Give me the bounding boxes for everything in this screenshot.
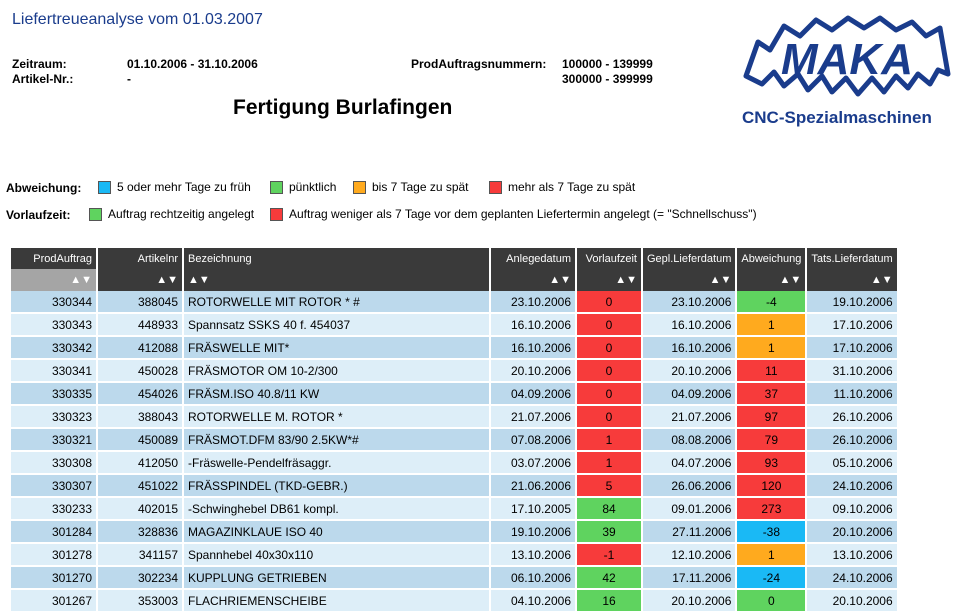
cell-abweichung: -4 — [737, 291, 805, 314]
cell-tats-lieferdatum: 24.10.2006 — [807, 567, 896, 590]
sort-arrows-icon[interactable]: ▲▼ — [184, 269, 489, 291]
legend-text: Auftrag weniger als 7 Tage vor dem geplanten Liefertermin angelegt (= "Schnellschuss") — [289, 207, 757, 221]
cell-bezeichnung: -Schwinghebel DB61 kompl. — [184, 498, 489, 521]
cell-vorlaufzeit: 5 — [577, 475, 641, 498]
cell-abweichung: 37 — [737, 383, 805, 406]
cell-artikelnr: 450028 — [98, 360, 182, 383]
cell-vorlaufzeit: 0 — [577, 360, 641, 383]
cell-tats-lieferdatum: 11.10.2006 — [807, 383, 896, 406]
prodauftrag-range-1: 100000 - 139999 — [562, 57, 653, 71]
table-row[interactable] — [11, 314, 897, 337]
legend-swatch-blue — [98, 181, 111, 194]
cell-artikelnr: 388043 — [98, 406, 182, 429]
cell-abweichung: 93 — [737, 452, 805, 475]
legend-swatch-red — [489, 181, 502, 194]
prodauftrag-label: ProdAuftragsnummern: — [411, 57, 547, 71]
cell-tats-lieferdatum: 05.10.2006 — [807, 452, 896, 475]
legend-swatch-green — [89, 208, 102, 221]
cell-prodauftrag: 330342 — [11, 337, 96, 360]
cell-artikelnr: 412088 — [98, 337, 182, 360]
cell-prodauftrag: 301270 — [11, 567, 96, 590]
table-row[interactable] — [11, 544, 897, 567]
col-header-bezeichnung[interactable]: Bezeichnung — [184, 248, 489, 269]
cell-vorlaufzeit: 84 — [577, 498, 641, 521]
cell-artikelnr: 448933 — [98, 314, 182, 337]
cell-anlegedatum: 19.10.2006 — [491, 521, 575, 544]
cell-artikelnr: 402015 — [98, 498, 182, 521]
logo-text: MAKA — [781, 35, 913, 84]
cell-tats-lieferdatum: 31.10.2006 — [807, 360, 896, 383]
sort-arrows-icon[interactable]: ▲▼ — [807, 269, 896, 291]
cell-prodauftrag: 330344 — [11, 291, 96, 314]
cell-tats-lieferdatum: 13.10.2006 — [807, 544, 896, 567]
col-header-anlegedatum[interactable]: Anlegedatum — [491, 248, 575, 269]
cell-gepl-lieferdatum: 21.07.2006 — [643, 406, 735, 429]
cell-tats-lieferdatum: 09.10.2006 — [807, 498, 896, 521]
cell-tats-lieferdatum: 17.10.2006 — [807, 314, 896, 337]
cell-bezeichnung: MAGAZINKLAUE ISO 40 — [184, 521, 489, 544]
zeitraum-value: 01.10.2006 - 31.10.2006 — [127, 57, 258, 71]
cell-vorlaufzeit: 0 — [577, 337, 641, 360]
table-row[interactable] — [11, 521, 897, 544]
col-header-prodauftrag[interactable]: ProdAuftrag — [11, 248, 96, 269]
cell-bezeichnung: Spannhebel 40x30x110 — [184, 544, 489, 567]
cell-abweichung: -24 — [737, 567, 805, 590]
cell-artikelnr: 450089 — [98, 429, 182, 452]
cell-gepl-lieferdatum: 20.10.2006 — [643, 590, 735, 613]
table-row[interactable] — [11, 452, 897, 475]
cell-vorlaufzeit: 42 — [577, 567, 641, 590]
cell-tats-lieferdatum: 20.10.2006 — [807, 590, 896, 613]
cell-prodauftrag: 330321 — [11, 429, 96, 452]
liefertreue-table — [9, 248, 899, 613]
cell-tats-lieferdatum: 26.10.2006 — [807, 429, 896, 452]
cell-artikelnr: 412050 — [98, 452, 182, 475]
legend-swatch-green — [270, 181, 283, 194]
cell-tats-lieferdatum: 26.10.2006 — [807, 406, 896, 429]
cell-artikelnr: 451022 — [98, 475, 182, 498]
cell-prodauftrag: 330233 — [11, 498, 96, 521]
cell-bezeichnung: FRÄSMOT.DFM 83/90 2.5KW*# — [184, 429, 489, 452]
cell-artikelnr: 302234 — [98, 567, 182, 590]
cell-anlegedatum: 17.10.2005 — [491, 498, 575, 521]
cell-vorlaufzeit: 0 — [577, 406, 641, 429]
table-row[interactable] — [11, 567, 897, 590]
sort-arrows-icon[interactable]: ▲▼ — [11, 269, 96, 291]
legend-text: Auftrag rechtzeitig angelegt — [108, 207, 255, 221]
abweichung-legend-label: Abweichung: — [6, 181, 82, 195]
cell-abweichung: 0 — [737, 590, 805, 613]
legend-swatch-red — [270, 208, 283, 221]
cell-artikelnr: 388045 — [98, 291, 182, 314]
cell-abweichung: 1 — [737, 544, 805, 567]
cell-abweichung: 1 — [737, 337, 805, 360]
prodauftrag-range-2: 300000 - 399999 — [562, 72, 653, 86]
cell-gepl-lieferdatum: 16.10.2006 — [643, 314, 735, 337]
sort-row — [11, 269, 897, 291]
cell-vorlaufzeit: 0 — [577, 383, 641, 406]
cell-bezeichnung: -Fräswelle-Pendelfräsaggr. — [184, 452, 489, 475]
legend-item-puenktlich — [270, 180, 336, 194]
cell-gepl-lieferdatum: 23.10.2006 — [643, 291, 735, 314]
cell-vorlaufzeit: 0 — [577, 314, 641, 337]
cell-anlegedatum: 16.10.2006 — [491, 314, 575, 337]
cell-anlegedatum: 23.10.2006 — [491, 291, 575, 314]
cell-prodauftrag: 301284 — [11, 521, 96, 544]
table-row[interactable] — [11, 337, 897, 360]
cell-anlegedatum: 04.10.2006 — [491, 590, 575, 613]
zeitraum-label: Zeitraum: — [12, 57, 67, 71]
sort-arrows-icon[interactable]: ▲▼ — [577, 269, 641, 291]
cell-prodauftrag: 330308 — [11, 452, 96, 475]
cell-prodauftrag: 330341 — [11, 360, 96, 383]
cell-abweichung: 79 — [737, 429, 805, 452]
cell-bezeichnung: KUPPLUNG GETRIEBEN — [184, 567, 489, 590]
cell-anlegedatum: 21.06.2006 — [491, 475, 575, 498]
cell-gepl-lieferdatum: 26.06.2006 — [643, 475, 735, 498]
cell-gepl-lieferdatum: 16.10.2006 — [643, 337, 735, 360]
cell-tats-lieferdatum: 19.10.2006 — [807, 291, 896, 314]
cell-prodauftrag: 330335 — [11, 383, 96, 406]
cell-prodauftrag: 301267 — [11, 590, 96, 613]
cell-tats-lieferdatum: 17.10.2006 — [807, 337, 896, 360]
cell-abweichung: 1 — [737, 314, 805, 337]
legend-item-frueh — [98, 180, 251, 194]
col-header-vorlaufzeit[interactable]: Vorlaufzeit — [577, 248, 641, 269]
col-header-abweichung[interactable]: Abweichung — [737, 248, 805, 269]
cell-anlegedatum: 06.10.2006 — [491, 567, 575, 590]
table-row[interactable] — [11, 590, 897, 613]
cell-bezeichnung: Spannsatz SSKS 40 f. 454037 — [184, 314, 489, 337]
cell-gepl-lieferdatum: 08.08.2006 — [643, 429, 735, 452]
sort-arrows-icon[interactable]: ▲▼ — [737, 269, 805, 291]
col-header-tats-lieferdatum[interactable]: Tats.Lieferdatum — [807, 248, 896, 269]
cell-bezeichnung: FRÄSMOTOR OM 10-2/300 — [184, 360, 489, 383]
cell-abweichung: 120 — [737, 475, 805, 498]
legend-swatch-orange — [353, 181, 366, 194]
cell-vorlaufzeit: 39 — [577, 521, 641, 544]
cell-artikelnr: 341157 — [98, 544, 182, 567]
cell-artikelnr: 328836 — [98, 521, 182, 544]
col-header-artikelnr[interactable]: Artikelnr — [98, 248, 182, 269]
cell-gepl-lieferdatum: 17.11.2006 — [643, 567, 735, 590]
legend-text: pünktlich — [289, 180, 337, 194]
legend-text: bis 7 Tage zu spät — [372, 180, 469, 194]
cell-abweichung: -38 — [737, 521, 805, 544]
cell-prodauftrag: 301278 — [11, 544, 96, 567]
cell-tats-lieferdatum: 24.10.2006 — [807, 475, 896, 498]
cell-anlegedatum: 13.10.2006 — [491, 544, 575, 567]
page-subtitle: Fertigung Burlafingen — [233, 96, 453, 119]
cell-abweichung: 97 — [737, 406, 805, 429]
cell-bezeichnung: FRÄSWELLE MIT* — [184, 337, 489, 360]
cell-vorlaufzeit: 1 — [577, 452, 641, 475]
table-row[interactable] — [11, 383, 897, 406]
cell-vorlaufzeit: 0 — [577, 291, 641, 314]
cell-anlegedatum: 03.07.2006 — [491, 452, 575, 475]
table-row[interactable] — [11, 360, 897, 383]
sort-arrows-icon[interactable]: ▲▼ — [491, 269, 575, 291]
cell-gepl-lieferdatum: 09.01.2006 — [643, 498, 735, 521]
cell-anlegedatum: 20.10.2006 — [491, 360, 575, 383]
artikel-label: Artikel-Nr.: — [12, 72, 74, 86]
legend-item-mehr7 — [489, 180, 635, 194]
cell-vorlaufzeit: -1 — [577, 544, 641, 567]
cell-anlegedatum: 16.10.2006 — [491, 337, 575, 360]
cell-gepl-lieferdatum: 27.11.2006 — [643, 521, 735, 544]
logo-subtitle: CNC-Spezialmaschinen — [742, 108, 932, 127]
legend-item-schnellschuss — [270, 207, 757, 221]
cell-abweichung: 273 — [737, 498, 805, 521]
cell-gepl-lieferdatum: 12.10.2006 — [643, 544, 735, 567]
cell-abweichung: 11 — [737, 360, 805, 383]
cell-anlegedatum: 07.08.2006 — [491, 429, 575, 452]
cell-anlegedatum: 21.07.2006 — [491, 406, 575, 429]
cell-bezeichnung: ROTORWELLE M. ROTOR * — [184, 406, 489, 429]
col-header-gepl-lieferdatum[interactable]: Gepl.Lieferdatum — [643, 248, 735, 269]
cell-bezeichnung: ROTORWELLE MIT ROTOR * # — [184, 291, 489, 314]
cell-bezeichnung: FRÄSSPINDEL (TKD-GEBR.) — [184, 475, 489, 498]
legend-item-rechtzeitig — [89, 207, 254, 221]
table-row[interactable] — [11, 498, 897, 521]
cell-gepl-lieferdatum: 20.10.2006 — [643, 360, 735, 383]
table-row[interactable] — [11, 291, 897, 314]
cell-gepl-lieferdatum: 04.09.2006 — [643, 383, 735, 406]
cell-tats-lieferdatum: 20.10.2006 — [807, 521, 896, 544]
cell-anlegedatum: 04.09.2006 — [491, 383, 575, 406]
table-row[interactable] — [11, 406, 897, 429]
legend-text: mehr als 7 Tage zu spät — [508, 180, 636, 194]
header-row — [11, 248, 897, 269]
cell-prodauftrag: 330307 — [11, 475, 96, 498]
sort-arrows-icon[interactable]: ▲▼ — [98, 269, 182, 291]
vorlaufzeit-legend-label: Vorlaufzeit: — [6, 208, 71, 222]
cell-prodauftrag: 330343 — [11, 314, 96, 337]
legend-text: 5 oder mehr Tage zu früh — [117, 180, 251, 194]
cell-artikelnr: 454026 — [98, 383, 182, 406]
cell-bezeichnung: FLACHRIEMENSCHEIBE — [184, 590, 489, 613]
cell-gepl-lieferdatum: 04.07.2006 — [643, 452, 735, 475]
artikel-value: - — [127, 72, 131, 86]
table-row[interactable] — [11, 475, 897, 498]
table-row[interactable] — [11, 429, 897, 452]
report-title: Liefertreueanalyse vom 01.03.2007 — [12, 11, 263, 28]
cell-vorlaufzeit: 1 — [577, 429, 641, 452]
cell-prodauftrag: 330323 — [11, 406, 96, 429]
cell-bezeichnung: FRÄSM.ISO 40.8/11 KW — [184, 383, 489, 406]
legend-item-bis7 — [353, 180, 469, 194]
sort-arrows-icon[interactable]: ▲▼ — [643, 269, 735, 291]
cell-vorlaufzeit: 16 — [577, 590, 641, 613]
cell-artikelnr: 353003 — [98, 590, 182, 613]
